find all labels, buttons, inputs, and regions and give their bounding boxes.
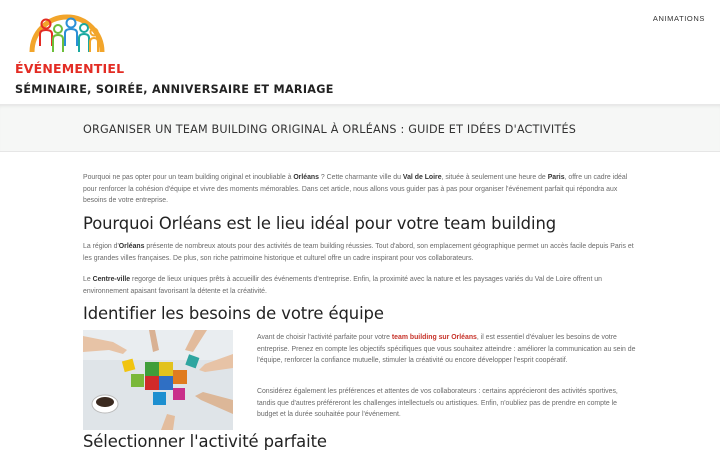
centre-paragraph — [83, 274, 637, 297]
intro-text-3: , située à seulement une heure de — [441, 174, 548, 181]
centre-text-2: regorge de lieux uniques prêts à accueillir des événements d'entreprise. Enfin, la proximité avec la nature et les paysages variés du Val de Loire offrent un environnement apaisant favorisant la détente et la créativité. — [83, 276, 602, 295]
site-tagline: SÉMINAIRE, SOIRÉE, ANNIVERSAIRE ET MARIAGE — [15, 83, 334, 96]
heading-why-orleans: Pourquoi Orléans est le lieu idéal pour votre team building — [83, 214, 557, 233]
before-choosing-paragraph — [257, 332, 637, 367]
intro-bold-orleans: Orléans — [293, 174, 319, 181]
puzzle-hands-image — [83, 330, 233, 430]
intro-paragraph — [83, 172, 637, 207]
site-brand[interactable]: ÉVÉNEMENTIEL — [15, 61, 125, 76]
intro-bold-val-de-loire: Val de Loire — [402, 174, 442, 181]
team-building-orleans-link[interactable]: team building sur Orléans — [391, 334, 477, 341]
intro-text-1: Pourquoi ne pas opter pour un team building original et inoubliable à — [83, 174, 294, 181]
heading-select-activity: Sélectionner l'activité parfaite — [83, 432, 327, 450]
region-text-2: présente de nombreux atouts pour des activités de team building réussies. Tout d'abord, son emplacement géographique permet un accès facile depuis Paris et les grandes villes françaises. De plus, son riche patrimoine historique et culturel offre un cadre inspirant pour vos collaborateurs. — [83, 243, 634, 262]
page-title: ORGANISER UN TEAM BUILDING ORIGINAL À ORLÉANS : GUIDE ET IDÉES D'ACTIVITÉS — [83, 123, 577, 136]
heading-team-needs: Identifier les besoins de votre équipe — [83, 304, 384, 323]
region-text-1: La région d' — [83, 243, 119, 250]
intro-text-2: ? Cette charmante ville du — [318, 174, 403, 181]
page-title-band — [0, 104, 720, 152]
before-text-1: Avant de choisir l'activité parfaite pour votre — [257, 334, 392, 341]
people-arch-logo-icon[interactable] — [26, 2, 108, 60]
consider-paragraph: Considérez également les préférences et attentes de vos collaborateurs : certains apprécieront des activités sportives, tandis que d'autres préféreront les challenges intellectuels ou artistiques. Enfin, n'oubliez pas de prendre en compte le budget et la durée souhaitée pour l'événement. — [257, 388, 618, 419]
region-paragraph — [83, 241, 637, 264]
region-bold-orleans: Orléans — [118, 243, 145, 250]
nav-item-animations[interactable]: ANIMATIONS — [652, 14, 705, 23]
centre-text-1: Le — [83, 276, 93, 283]
site-header — [0, 0, 720, 104]
centre-bold-centre-ville: Centre-ville — [92, 276, 131, 283]
intro-bold-paris: Paris — [547, 174, 565, 181]
intro-text-4: , offre un cadre idéal pour renforcer la cohésion d'équipe et vivre des moments mémorables. Dans cet article, nous allons vous guider pas à pas pour organiser l'événement parfait qui répondra aux besoins de votre entreprise. — [83, 174, 628, 205]
before-text-2: , il est essentiel d'évaluer les besoins de votre entreprise. Prenez en compte les objectifs spécifiques que vous souhaitez atteindre : améliorer la communication au sein de l'équipe, renforcer la confiance mutuelle, stimuler la créativité ou encore développer l'esprit coopératif. — [257, 334, 636, 365]
